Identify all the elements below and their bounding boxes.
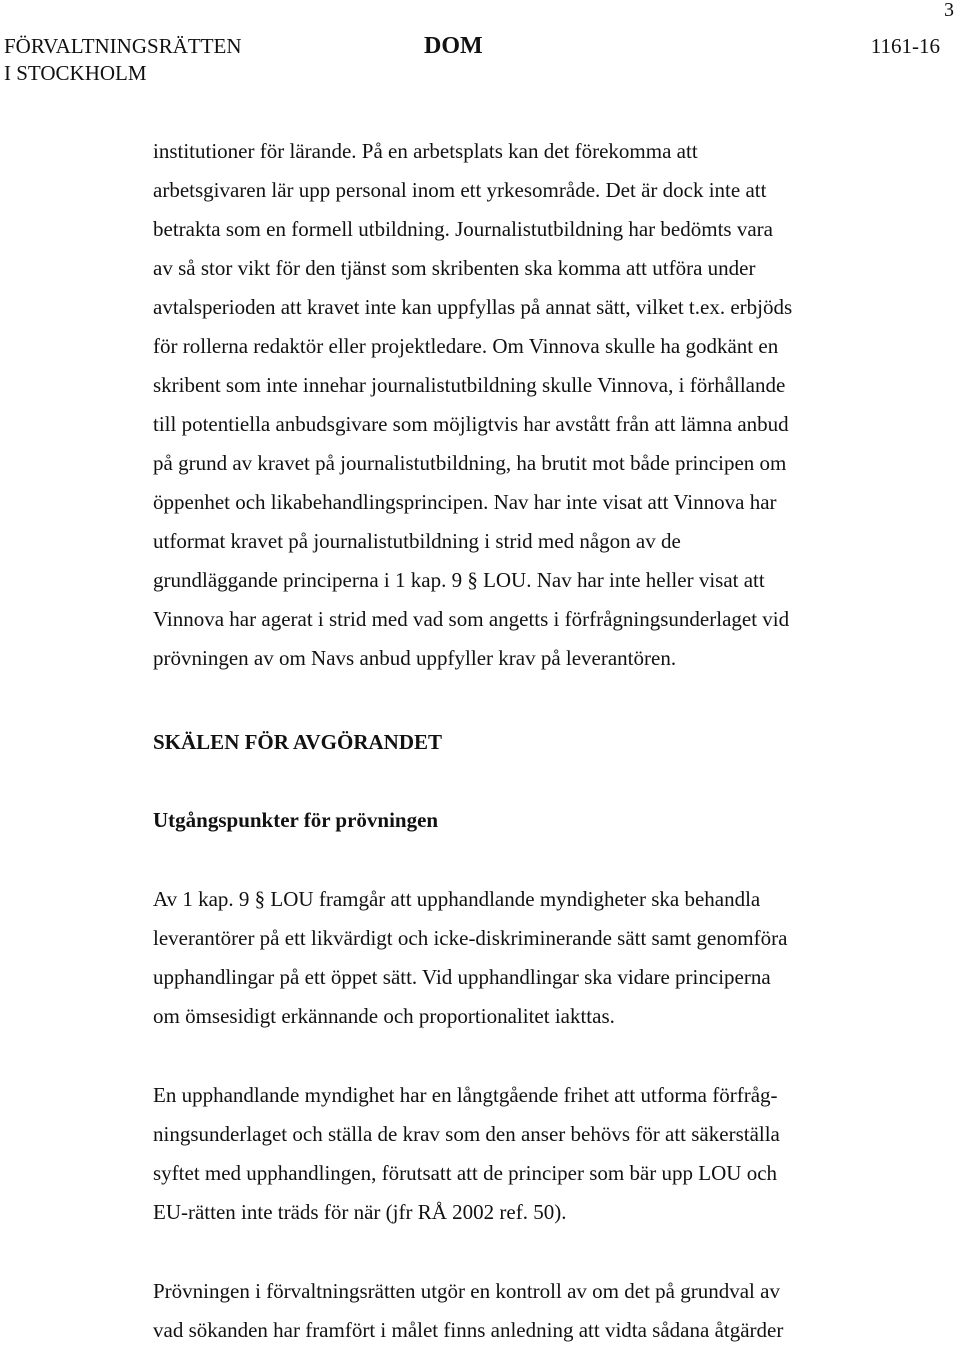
paragraph-2 [153, 880, 853, 1036]
page-number: 3 [944, 0, 954, 21]
paragraph-line: avtalsperioden att kravet inte kan uppfyllas på annat sätt, vilket t.ex. erbjöds [153, 295, 793, 319]
paragraph-4 [153, 1272, 853, 1350]
paragraph-line: Vinnova har agerat i strid med vad som angetts i förfrågningsunderlaget vid [153, 607, 790, 631]
paragraph-line: skribent som inte innehar journalistutbildning skulle Vinnova, i förhållande [153, 373, 786, 397]
paragraph-line: leverantörer på ett likvärdigt och icke-diskriminerande sätt samt genomföra [153, 926, 788, 950]
paragraph-line: syftet med upphandlingen, förutsatt att de principer som bär upp LOU och [153, 1161, 778, 1185]
court-name-line-2: I STOCKHOLM [4, 61, 147, 85]
paragraph-line: En upphandlande myndighet har en långtgående frihet att utforma förfråg- [153, 1083, 778, 1107]
paragraph-line: betrakta som en formell utbildning. Journalistutbildning har bedömts vara [153, 217, 773, 241]
section-heading: SKÄLEN FÖR AVGÖRANDET [153, 730, 442, 754]
court-name [4, 33, 324, 87]
paragraph-line: Prövningen i förvaltningsrätten utgör en kontroll av om det på grundval av [153, 1279, 780, 1303]
paragraph-line: institutioner för lärande. På en arbetsplats kan det förekomma att [153, 139, 698, 163]
paragraph-line: arbetsgivaren lär upp personal inom ett yrkesområde. Det är dock inte att [153, 178, 767, 202]
paragraph-line: om ömsesidigt erkännande och proportionalitet iakttas. [153, 1004, 615, 1028]
case-number: 1161-16 [870, 34, 940, 58]
paragraph-line: utformat kravet på journalistutbildning i strid med någon av de [153, 529, 681, 553]
paragraph-line: prövningen av om Navs anbud uppfyller krav på leverantören. [153, 646, 677, 670]
paragraph-line: till potentiella anbudsgivare som möjligtvis har avstått från att lämna anbud [153, 412, 789, 436]
paragraph-line: öppenhet och likabehandlingsprincipen. Nav har inte visat att Vinnova har [153, 490, 777, 514]
paragraph-line: vad sökanden har framfört i målet finns anledning att vidta sådana åtgärder [153, 1318, 784, 1342]
paragraph-line: EU-rätten inte träds för när (jfr RÅ 2002 ref. 50). [153, 1200, 567, 1224]
paragraph-line: ningsunderlaget och ställa de krav som den anser behövs för att säkerställa [153, 1122, 780, 1146]
paragraph-3 [153, 1076, 853, 1232]
paragraph-line: Av 1 kap. 9 § LOU framgår att upphandlande myndigheter ska behandla [153, 887, 761, 911]
paragraph-line: på grund av kravet på journalistutbildning, ha brutit mot både principen om [153, 451, 787, 475]
document-type: DOM [424, 33, 483, 59]
paragraph-1 [153, 132, 853, 678]
paragraph-line: upphandlingar på ett öppet sätt. Vid upphandlingar ska vidare principerna [153, 965, 771, 989]
paragraph-line: för rollerna redaktör eller projektledare. Om Vinnova skulle ha godkänt en [153, 334, 779, 358]
paragraph-line: grundläggande principerna i 1 kap. 9 § LOU. Nav har inte heller visat att [153, 568, 765, 592]
court-name-line-1: FÖRVALTNINGSRÄTTEN [4, 34, 242, 58]
paragraph-line: av så stor vikt för den tjänst som skribenten ska komma att utföra under [153, 256, 756, 280]
subsection-heading: Utgångspunkter för prövningen [153, 808, 439, 832]
